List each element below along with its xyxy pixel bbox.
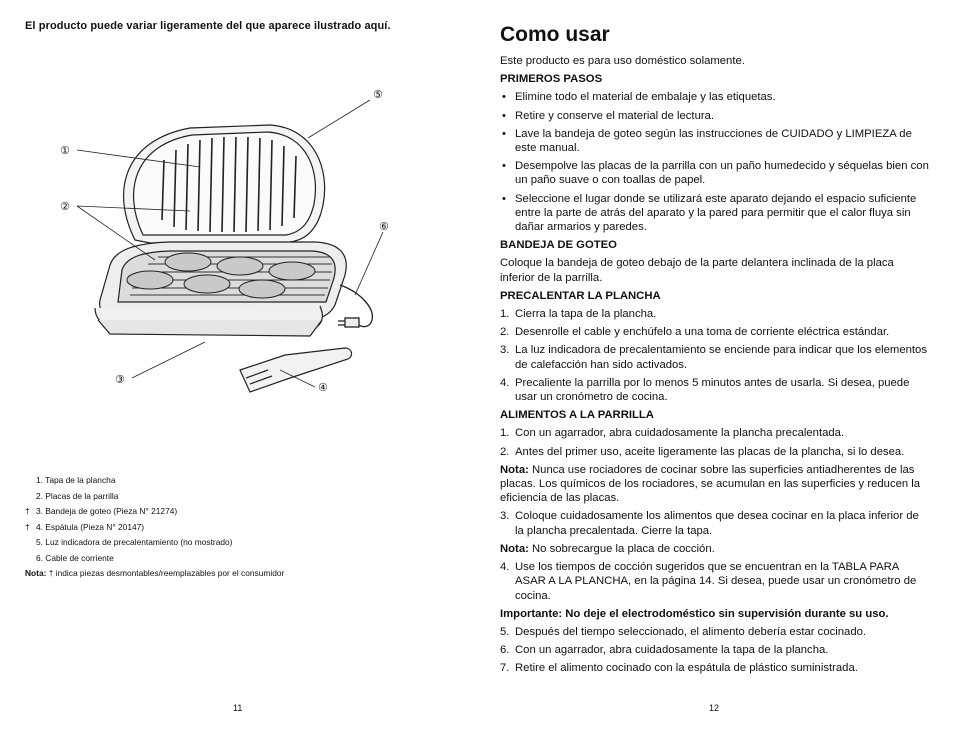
note-text: Nota: Nunca use rociadores de cocinar sobre las superficies antiadherentes de las placas. Los químicos de los rociadores, se acumulan en las superficies y reducen la eficiencia de las placas. [500,463,921,505]
parts-list-item: 6. Cable de corriente [36,552,114,563]
cord-illustration [338,285,372,327]
product-note: El producto puede variar ligeramente del que aparece ilustrado aquí. [25,20,391,32]
grill-diagram [40,80,420,410]
list-item: 5. Después del tiempo seleccionado, el alimento debería estar cocinado. [500,625,867,638]
section-heading: PRECALENTAR LA PLANCHA [500,289,661,302]
first-steps-list [500,90,930,234]
list-item: • Lave la bandeja de goteo según las instrucciones de CUIDADO y LIMPIEZA de este manual. [500,127,930,155]
list-item: 2. Antes del primer uso, aceite ligeramente las placas de la plancha, si lo desea. [500,445,905,458]
list-item: 6. Con un agarrador, abra cuidadosamente la tapa de la plancha. [500,644,829,657]
callout-3: ③ [115,373,125,386]
parts-list-item: † 4. Espátula (Pieza N° 20147) [25,521,145,532]
grilling-list-b [500,625,930,676]
intro-text: Este producto es para uso doméstico solamente. [500,55,745,67]
list-item: 2. Desenrolle el cable y enchúfelo a una toma de corriente eléctrica estándar. [500,326,890,339]
grilling-list-a [500,426,930,458]
parts-list-item: 5. Luz indicadora de precalentamiento (no mostrado) [36,537,233,547]
list-item: 7. Retire el alimento cocinado con la espátula de plástico suministrada. [500,662,858,675]
parts-list-item: † 3. Bandeja de goteo (Pieza N° 21274) [25,506,178,516]
note-text: Nota: No sobrecargue la placa de cocción. [500,542,715,555]
parts-note: Nota: † indica piezas desmontables/reemplazables por el consumidor [25,568,285,578]
parts-list [25,473,284,582]
parts-list-item: 1. Tapa de la plancha [36,475,116,485]
section-heading: BANDEJA DE GOTEO [500,239,617,252]
important-note: Importante: No deje el electrodoméstico sin supervisión durante su uso. [500,607,889,620]
list-item: 3. La luz indicadora de precalentamiento se enciende para indicar que los elementos de calefacción han sido activados. [500,344,927,371]
callout-5: ⑤ [373,88,383,101]
drip-tray-text: Coloque la bandeja de goteo debajo de la parte delantera inclinada de la placa inferior de la parrilla. [500,257,894,284]
list-item: 4. Use los tiempos de cocción sugeridos que se encuentran en la TABLA PARA ASAR A LA PLANCHA, en la página 14. Si desea, puede usar un cronómetro de cocina. [500,561,917,602]
right-page [477,0,954,738]
section-heading: ALIMENTOS A LA PARRILLA [500,409,654,422]
page-title: Como usar [500,23,610,46]
list-item: 3. Coloque cuidadosamente los alimentos que desea cocinar en la placa inferior de la plancha precalentada. Cierre la tapa. [500,510,919,537]
instructions [500,22,930,680]
callout-2: ② [60,200,70,213]
callout-1: ① [60,144,70,157]
list-item: 4. Precaliente la parrilla por lo menos 5 minutos antes de usarla. Si desea, puede usar un cronómetro de cocina. [500,376,910,404]
lid-illustration [124,125,325,243]
list-item: • Elimine todo el material de embalaje y las etiquetas. [500,90,930,104]
grilling-list-item4 [500,560,930,603]
list-item: 1. Cierra la tapa de la plancha. [500,308,657,321]
grilling-list-item3 [500,509,930,537]
list-item: • Seleccione el lugar donde se utilizará este aparato dejando el espacio suficiente entre la parte de atrás del aparato y la pared para permitir que el calor fluya sin dañar armarios y paredes. [500,192,930,235]
list-item: 1. Con un agarrador, abra cuidadosamente la plancha precalentada. [500,427,845,440]
page-number-left: 11 [233,703,243,713]
list-item: • Desempolve las placas de la parrilla con un paño humedecido y séquelas bien con un paño suave o con toallas de papel. [500,159,930,187]
section-heading: PRIMEROS PASOS [500,73,603,86]
parts-list-item: 2. Placas de la parrilla [36,490,119,501]
preheat-list [500,307,930,404]
list-item: • Retire y conserve el material de lectura. [500,109,930,123]
callout-6: ⑥ [379,220,389,233]
spatula-illustration [240,348,352,392]
callout-4: ④ [318,381,328,394]
page-number-right: 12 [709,703,720,713]
